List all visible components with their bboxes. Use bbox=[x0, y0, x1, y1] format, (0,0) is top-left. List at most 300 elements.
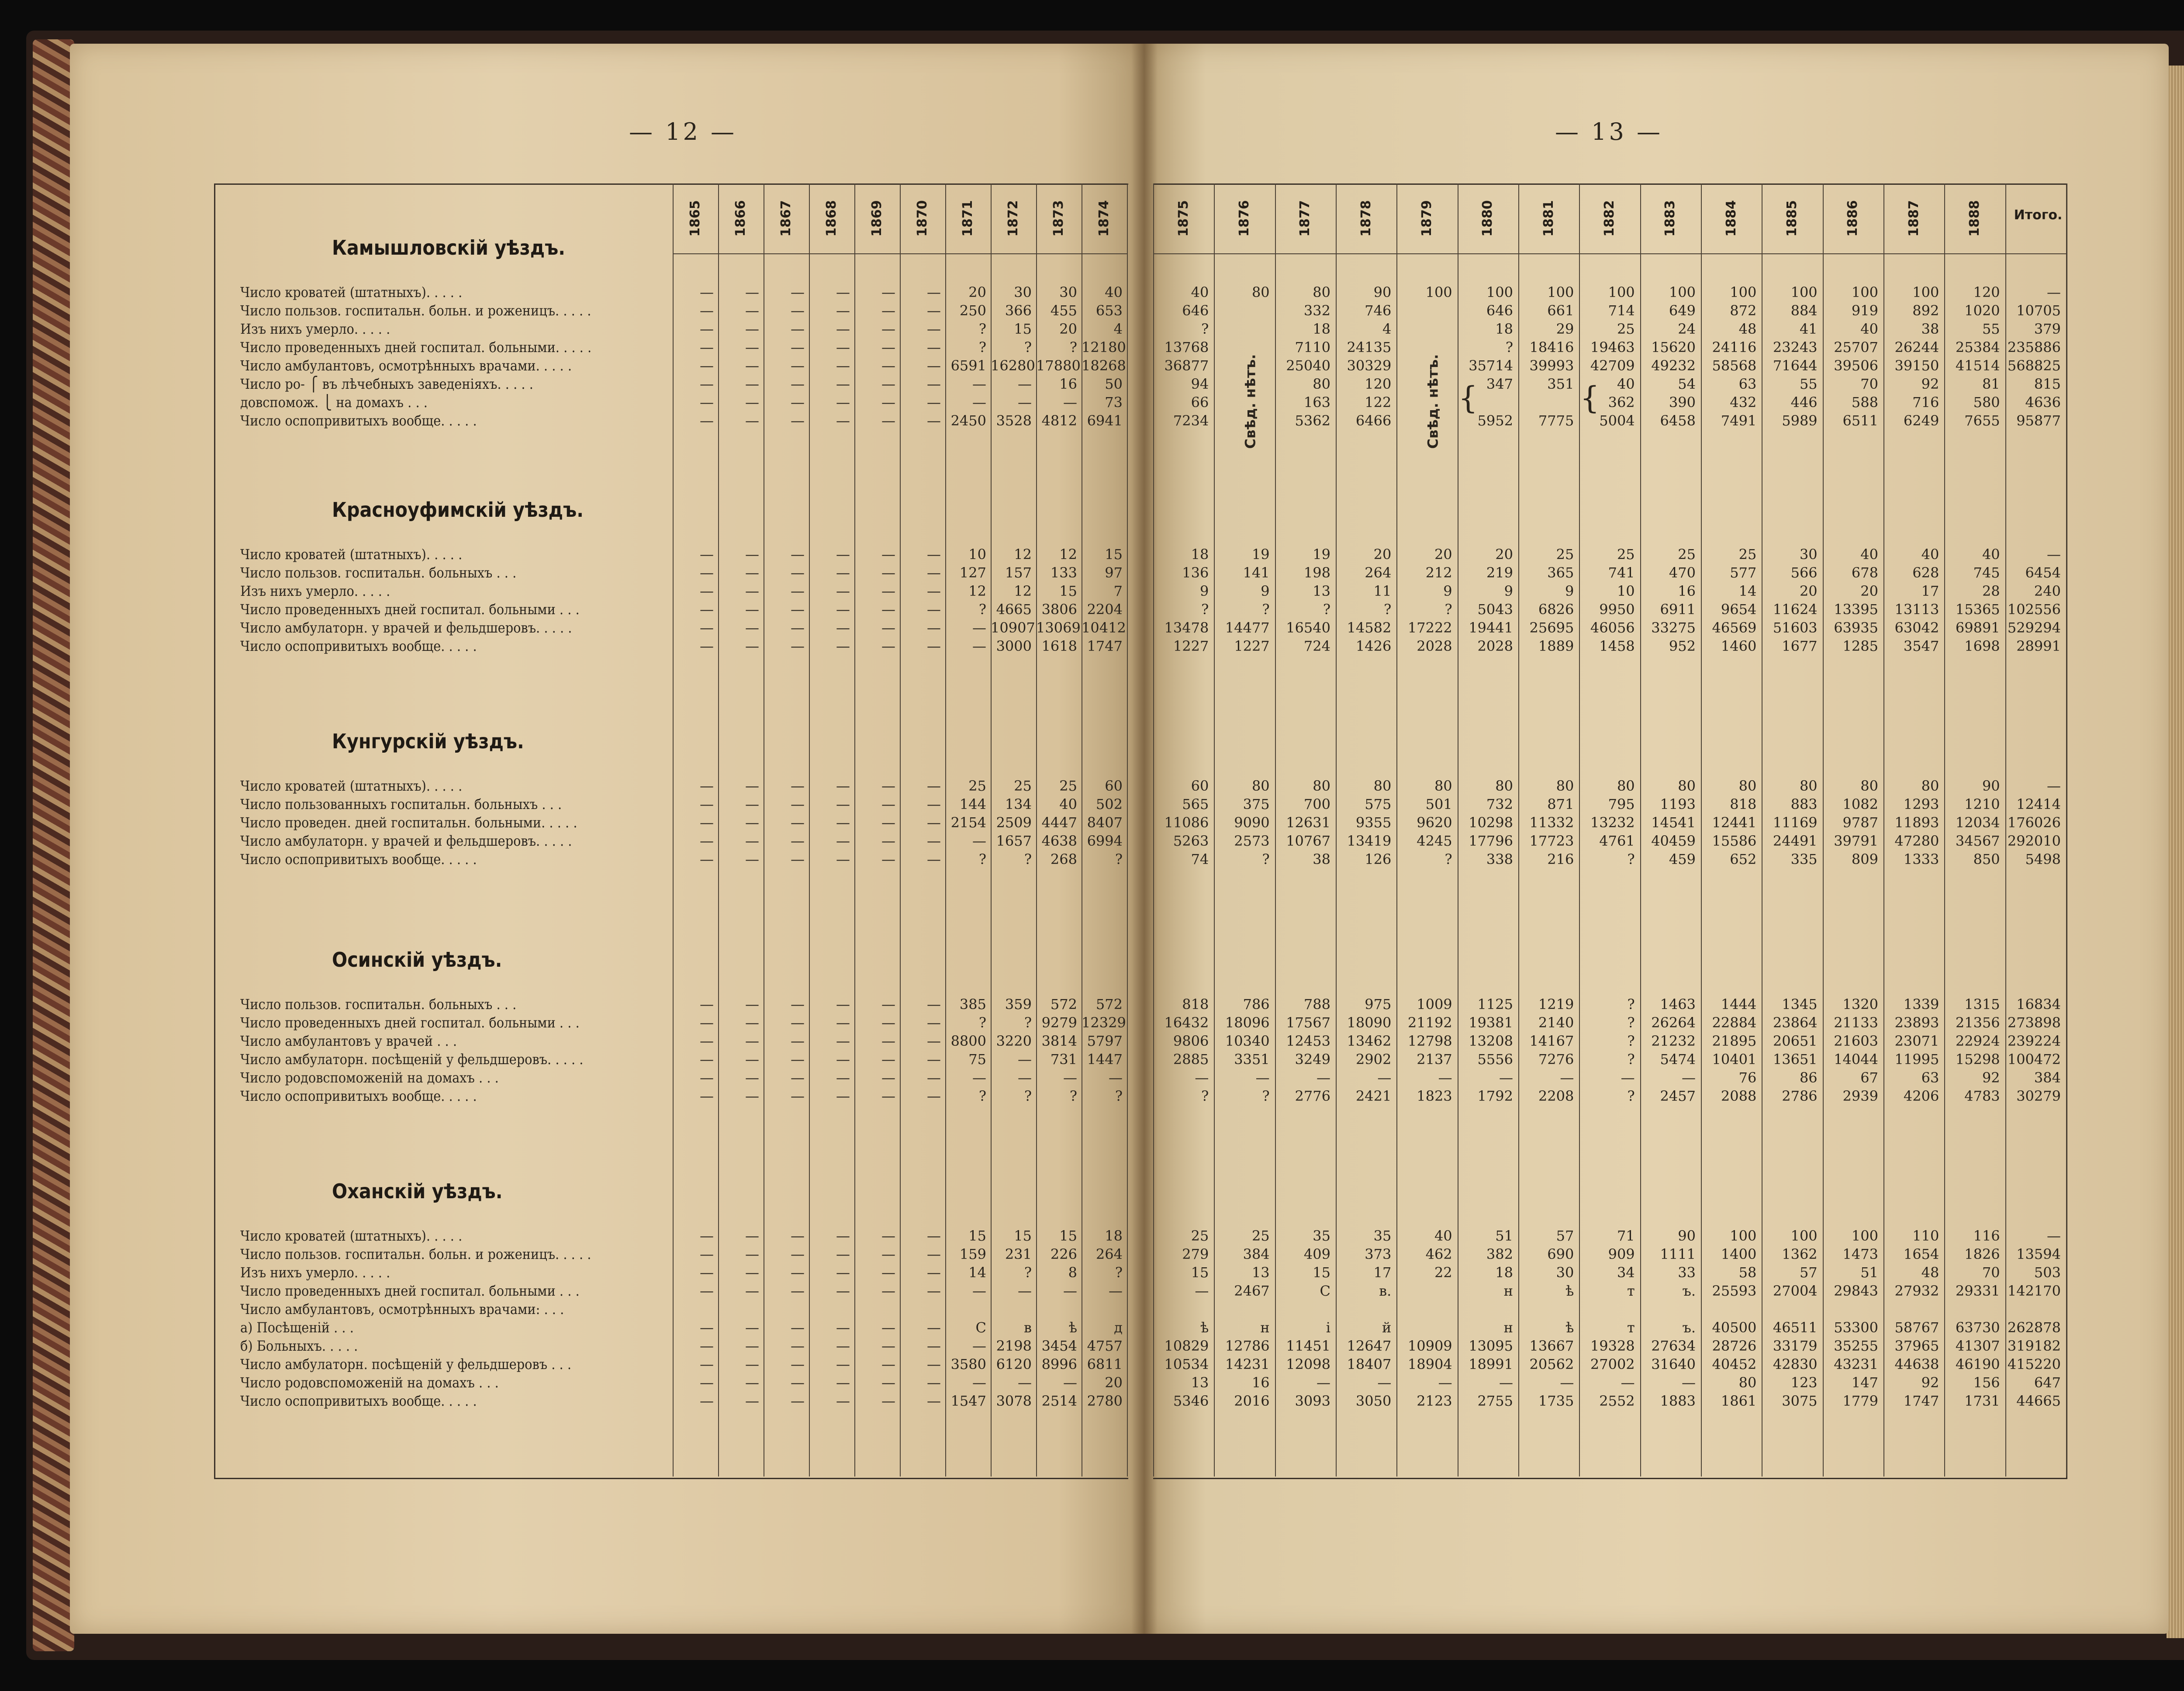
table-cell: 1889 bbox=[1538, 638, 1574, 654]
table-cell: — bbox=[745, 619, 759, 636]
row-label: Число проведенныхъ дней госпитал. больными . . . bbox=[240, 1283, 580, 1299]
table-cell: — bbox=[700, 339, 714, 356]
table-cell: — bbox=[927, 284, 941, 301]
table-cell: ? bbox=[978, 1088, 986, 1104]
table-cell: — bbox=[700, 302, 714, 319]
table-cell: 1285 bbox=[1842, 638, 1878, 654]
table-cell: 28726 bbox=[1712, 1338, 1757, 1354]
table-cell: 1082 bbox=[1842, 796, 1878, 813]
table-cell: 1698 bbox=[1964, 638, 2000, 654]
table-cell: — bbox=[1499, 1069, 1513, 1086]
table-cell: 14044 bbox=[1834, 1051, 1878, 1068]
table-cell: 63935 bbox=[1834, 619, 1878, 636]
table-cell: 1447 bbox=[1087, 1051, 1123, 1068]
no-data-note: Свѣд. нѣтъ. bbox=[1242, 354, 1259, 449]
table-cell: — bbox=[881, 546, 895, 563]
table-cell: ? bbox=[1627, 851, 1635, 868]
table-cell: 5474 bbox=[1660, 1051, 1696, 1068]
table-cell: 10401 bbox=[1712, 1051, 1757, 1068]
table-cell: ъ. bbox=[1682, 1319, 1696, 1336]
table-cell: — bbox=[972, 1338, 986, 1354]
table-cell: — bbox=[927, 1338, 941, 1354]
table-cell: 122 bbox=[1365, 394, 1392, 411]
table-cell: 3000 bbox=[996, 638, 1032, 654]
table-cell: — bbox=[700, 321, 714, 337]
table-cell: 366 bbox=[1005, 302, 1032, 319]
table-cell: — bbox=[791, 1264, 805, 1281]
table-cell: — bbox=[791, 357, 805, 374]
table-cell: — bbox=[745, 284, 759, 301]
table-cell: — bbox=[927, 1319, 941, 1336]
table-cell: 628 bbox=[1912, 564, 1939, 581]
table-cell: — bbox=[927, 357, 941, 374]
table-cell: 10534 bbox=[1164, 1356, 1209, 1373]
table-cell: — bbox=[745, 851, 759, 868]
row-label: Число родовспоможеній на домахъ . . . bbox=[240, 1069, 499, 1086]
table-cell: 4245 bbox=[1417, 833, 1452, 849]
table-cell: 53300 bbox=[1834, 1319, 1878, 1336]
table-cell: 1315 bbox=[1964, 996, 2000, 1013]
table-cell: 15 bbox=[1313, 1264, 1330, 1281]
table-cell: 818 bbox=[1730, 796, 1757, 813]
table-cell: 580 bbox=[1973, 394, 2000, 411]
table-cell: 16540 bbox=[1286, 619, 1330, 636]
table-cell: — bbox=[836, 601, 850, 618]
table-cell: 15586 bbox=[1712, 833, 1757, 849]
row-label: Число проведенныхъ дней госпитал. больными. . . . . bbox=[240, 339, 592, 356]
section-title: Оханскій уѣздъ. bbox=[332, 1179, 503, 1203]
table-cell: 18096 bbox=[1225, 1014, 1270, 1031]
table-cell: 21895 bbox=[1712, 1033, 1757, 1049]
table-cell: 94 bbox=[1191, 376, 1209, 392]
row-label: довспомож. ⎩ на домахъ . . . bbox=[240, 394, 428, 411]
row-label: Число амбулантовъ у врачей . . . bbox=[240, 1033, 457, 1049]
table-cell: 7655 bbox=[1964, 412, 2000, 429]
table-cell: 16280 bbox=[991, 357, 1035, 374]
table-cell: 50 bbox=[1105, 376, 1123, 392]
table-cell: — bbox=[791, 546, 805, 563]
table-cell: 565 bbox=[1182, 796, 1209, 813]
table-cell: — bbox=[745, 1246, 759, 1262]
table-cell: 12453 bbox=[1286, 1033, 1330, 1049]
table-cell: 33275 bbox=[1651, 619, 1696, 636]
table-cell: 700 bbox=[1303, 796, 1330, 813]
table-cell: 40 bbox=[1105, 284, 1123, 301]
table-cell: — bbox=[1195, 1283, 1209, 1299]
table-cell: 35 bbox=[1313, 1228, 1330, 1244]
row-label: а) Посѣщеній . . . bbox=[240, 1319, 354, 1336]
table-cell: — bbox=[791, 1246, 805, 1262]
table-cell: 10 bbox=[1617, 583, 1635, 599]
table-cell: — bbox=[836, 833, 850, 849]
table-cell: 12180 bbox=[1082, 339, 1126, 356]
table-cell: 568825 bbox=[2007, 357, 2061, 374]
table-cell: 883 bbox=[1790, 796, 1818, 813]
table-cell: 15 bbox=[1014, 321, 1032, 337]
table-cell: 20 bbox=[1373, 546, 1392, 563]
table-cell: 716 bbox=[1912, 394, 1939, 411]
table-cell: 100 bbox=[1608, 284, 1635, 301]
table-cell: — bbox=[745, 1051, 759, 1068]
table-cell: — bbox=[1560, 1069, 1574, 1086]
table-cell: 51603 bbox=[1773, 619, 1818, 636]
table-cell: 80 bbox=[1860, 778, 1878, 794]
table-cell: — bbox=[791, 796, 805, 813]
table-cell: 25 bbox=[1191, 1228, 1209, 1244]
table-cell: 2088 bbox=[1721, 1088, 1757, 1104]
table-cell: 19 bbox=[1251, 546, 1270, 563]
table-cell: 1111 bbox=[1660, 1246, 1696, 1262]
table-cell: 11 bbox=[1373, 583, 1392, 599]
table-cell: — bbox=[1438, 1374, 1452, 1391]
section-title: Кунгурскій уѣздъ. bbox=[332, 730, 524, 753]
table-cell: 10907 bbox=[991, 619, 1035, 636]
year-header: 1878 bbox=[1358, 200, 1374, 237]
table-cell: 1826 bbox=[1964, 1246, 2000, 1262]
table-cell: 63 bbox=[1921, 1069, 1939, 1086]
table-cell: — bbox=[927, 1264, 941, 1281]
table-cell: 2755 bbox=[1477, 1393, 1513, 1409]
table-cell: 40 bbox=[1921, 546, 1939, 563]
table-cell: — bbox=[700, 1069, 714, 1086]
table-cell: 11624 bbox=[1773, 601, 1818, 618]
table-cell: 6994 bbox=[1087, 833, 1123, 849]
table-cell: 2137 bbox=[1417, 1051, 1452, 1068]
table-cell: — bbox=[700, 851, 714, 868]
table-cell: 1193 bbox=[1660, 796, 1696, 813]
table-cell: 48 bbox=[1738, 321, 1757, 337]
table-cell: 110 bbox=[1912, 1228, 1939, 1244]
table-cell: 446 bbox=[1790, 394, 1818, 411]
table-cell: — bbox=[1018, 1283, 1032, 1299]
table-cell: 42709 bbox=[1590, 357, 1635, 374]
table-cell: 384 bbox=[1243, 1246, 1270, 1262]
row-label: Число проведен. дней госпитальн. больными. . . . . bbox=[240, 814, 577, 831]
table-cell: — bbox=[972, 1283, 986, 1299]
table-cell: 22 bbox=[1434, 1264, 1452, 1281]
table-cell: — bbox=[927, 1374, 941, 1391]
table-cell: 646 bbox=[1182, 302, 1209, 319]
table-cell: 1547 bbox=[950, 1393, 986, 1409]
table-cell: — bbox=[700, 1264, 714, 1281]
row-label: Число амбулаторн. посѣщеній у фельдшеровъ . . . bbox=[240, 1356, 571, 1373]
table-cell: 12631 bbox=[1286, 814, 1330, 831]
table-cell: 5346 bbox=[1173, 1393, 1209, 1409]
table-cell: — bbox=[881, 619, 895, 636]
table-cell: ѣ bbox=[1565, 1283, 1574, 1299]
table-cell: 1444 bbox=[1721, 996, 1757, 1013]
table-cell: ? bbox=[1262, 601, 1270, 618]
row-label: Число амбулаторн. у врачей и фельдшеровъ. . . . . bbox=[240, 619, 572, 636]
table-cell: 14 bbox=[968, 1264, 986, 1281]
row-label: Число родовспоможеній на домахъ . . . bbox=[240, 1374, 499, 1391]
table-cell: — bbox=[927, 1356, 941, 1373]
table-cell: 28 bbox=[1982, 583, 2000, 599]
table-cell: ? bbox=[1627, 1033, 1635, 1049]
row-label: Число амбулантовъ, осмотрѣнныхъ врачами: . . . bbox=[240, 1301, 564, 1318]
year-header: 1884 bbox=[1723, 200, 1739, 237]
table-cell: 264 bbox=[1095, 1246, 1123, 1262]
table-cell: 12329 bbox=[1082, 1014, 1126, 1031]
table-cell: — bbox=[700, 1319, 714, 1336]
table-cell: 1861 bbox=[1721, 1393, 1757, 1409]
table-cell: — bbox=[745, 357, 759, 374]
table-cell: 292010 bbox=[2007, 833, 2061, 849]
table-cell: ? bbox=[1024, 851, 1032, 868]
table-cell: 38 bbox=[1313, 851, 1330, 868]
table-cell: 262878 bbox=[2007, 1319, 2061, 1336]
table-cell: 27932 bbox=[1894, 1283, 1939, 1299]
table-cell: 80 bbox=[1251, 284, 1270, 301]
row-label: Число амбулаторн. у врачей и фельдшеровъ. . . . . bbox=[240, 833, 572, 849]
table-cell: — bbox=[836, 339, 850, 356]
table-cell: 46190 bbox=[1955, 1356, 2000, 1373]
table-cell: 652 bbox=[1730, 851, 1757, 868]
table-cell: 6249 bbox=[1903, 412, 1939, 429]
table-cell: — bbox=[745, 814, 759, 831]
table-cell: 27634 bbox=[1651, 1338, 1696, 1354]
table-cell: 1747 bbox=[1087, 638, 1123, 654]
table-cell: — bbox=[881, 1014, 895, 1031]
table-cell: 235886 bbox=[2007, 339, 2061, 356]
table-cell: — bbox=[836, 284, 850, 301]
table-cell: 795 bbox=[1608, 796, 1635, 813]
table-cell: 3547 bbox=[1903, 638, 1939, 654]
table-cell: — bbox=[791, 1014, 805, 1031]
table-cell: 19381 bbox=[1469, 1014, 1513, 1031]
table-cell: 36877 bbox=[1164, 357, 1209, 374]
table-cell: ? bbox=[1627, 1051, 1635, 1068]
table-cell: 25 bbox=[1617, 546, 1635, 563]
table-cell: 58 bbox=[1738, 1264, 1757, 1281]
table-cell: — bbox=[1316, 1374, 1330, 1391]
table-cell: 44638 bbox=[1894, 1356, 1939, 1373]
table-cell: — bbox=[791, 851, 805, 868]
table-cell: 100 bbox=[1851, 284, 1878, 301]
table-cell: — bbox=[745, 339, 759, 356]
table-cell: — bbox=[836, 412, 850, 429]
table-cell: 3528 bbox=[996, 412, 1032, 429]
page-number-right: — 13 — bbox=[1555, 118, 1663, 145]
table-cell: 15365 bbox=[1955, 601, 2000, 618]
table-cell: 159 bbox=[959, 1246, 986, 1262]
table-cell: 6911 bbox=[1660, 601, 1696, 618]
table-cell: 12647 bbox=[1347, 1338, 1392, 1354]
table-cell: 17723 bbox=[1529, 833, 1574, 849]
table-cell: — bbox=[881, 778, 895, 794]
table-cell: 4 bbox=[1113, 321, 1123, 337]
table-cell: 373 bbox=[1365, 1246, 1392, 1262]
table-cell: 20 bbox=[1059, 321, 1077, 337]
table-cell: 17567 bbox=[1286, 1014, 1330, 1031]
row-label: Изъ нихъ умерло. . . . . bbox=[240, 583, 390, 599]
row-label: Число кроватей (штатныхъ). . . . . bbox=[240, 1228, 463, 1244]
year-header: 1887 bbox=[1906, 200, 1921, 237]
table-cell: — bbox=[700, 996, 714, 1013]
table-cell: 8407 bbox=[1087, 814, 1123, 831]
table-cell: — bbox=[1316, 1069, 1330, 1086]
table-cell: ? bbox=[1627, 1014, 1635, 1031]
table-cell: 25 bbox=[1678, 546, 1696, 563]
table-cell: — bbox=[881, 357, 895, 374]
table-cell: ѣ bbox=[1200, 1319, 1209, 1336]
table-cell: 13667 bbox=[1529, 1338, 1574, 1354]
table-cell: — bbox=[791, 814, 805, 831]
table-cell: 54 bbox=[1678, 376, 1696, 392]
table-cell: 24135 bbox=[1347, 339, 1392, 356]
table-cell: — bbox=[700, 796, 714, 813]
year-header: 1885 bbox=[1784, 200, 1800, 237]
table-cell: — bbox=[881, 1374, 895, 1391]
table-cell: — bbox=[700, 833, 714, 849]
table-cell: — bbox=[927, 796, 941, 813]
marbled-edge-left bbox=[33, 39, 74, 1651]
table-cell: 1345 bbox=[1782, 996, 1818, 1013]
table-cell: 390 bbox=[1669, 394, 1696, 411]
row-label: Число амбулантовъ, осмотрѣнныхъ врачами. . . . . bbox=[240, 357, 572, 374]
table-cell: 120 bbox=[1973, 284, 2000, 301]
table-cell: 577 bbox=[1730, 564, 1757, 581]
table-cell: — bbox=[745, 1264, 759, 1281]
year-header: 1872 bbox=[1006, 200, 1021, 237]
table-cell: 86 bbox=[1799, 1069, 1818, 1086]
table-cell: — bbox=[791, 339, 805, 356]
table-cell: 647 bbox=[2034, 1374, 2061, 1391]
table-cell: 102556 bbox=[2007, 601, 2061, 618]
table-cell: 1400 bbox=[1721, 1246, 1757, 1262]
table-cell: 24 bbox=[1678, 321, 1696, 337]
table-cell: — bbox=[700, 1356, 714, 1373]
row-label: Число оспопривитыхъ вообще. . . . . bbox=[240, 1088, 477, 1104]
table-cell: 731 bbox=[1050, 1051, 1077, 1068]
table-cell: 5043 bbox=[1477, 601, 1513, 618]
table-cell: 502 bbox=[1095, 796, 1123, 813]
table-cell: 892 bbox=[1912, 302, 1939, 319]
brace-glyph: { bbox=[1580, 380, 1600, 416]
table-cell: 35 bbox=[1373, 1228, 1392, 1244]
table-cell: — bbox=[791, 1393, 805, 1409]
row-label: Число оспопривитыхъ вообще. . . . . bbox=[240, 851, 477, 868]
table-cell: 3249 bbox=[1295, 1051, 1330, 1068]
table-cell: 29331 bbox=[1955, 1283, 2000, 1299]
table-cell: 11332 bbox=[1529, 814, 1574, 831]
year-header: 1882 bbox=[1602, 200, 1617, 237]
table-cell: 30 bbox=[1799, 546, 1818, 563]
table-cell: 12414 bbox=[2016, 796, 2061, 813]
table-cell: 10412 bbox=[1082, 619, 1126, 636]
table-cell: — bbox=[881, 1264, 895, 1281]
year-header: 1874 bbox=[1096, 200, 1112, 237]
table-cell: 40 bbox=[1860, 546, 1878, 563]
table-cell: 909 bbox=[1608, 1246, 1635, 1262]
table-cell: 1426 bbox=[1355, 638, 1392, 654]
table-cell: — bbox=[700, 778, 714, 794]
table-cell: 41 bbox=[1799, 321, 1818, 337]
table-cell: 1463 bbox=[1660, 996, 1696, 1013]
table-cell: 6458 bbox=[1660, 412, 1696, 429]
table-cell: 126 bbox=[1365, 851, 1392, 868]
table-cell: 566 bbox=[1790, 564, 1818, 581]
table-cell: — bbox=[791, 1051, 805, 1068]
table-cell: — bbox=[927, 412, 941, 429]
table-cell: 12 bbox=[1014, 583, 1032, 599]
table-cell: 872 bbox=[1730, 302, 1757, 319]
table-cell: ? bbox=[1384, 601, 1392, 618]
table-cell: — bbox=[836, 1069, 850, 1086]
table-cell: 49232 bbox=[1651, 357, 1696, 374]
year-header: 1883 bbox=[1662, 200, 1678, 237]
table-cell: 10767 bbox=[1286, 833, 1330, 849]
table-cell: — bbox=[927, 638, 941, 654]
table-cell: 8996 bbox=[1041, 1356, 1077, 1373]
year-header: 1865 bbox=[688, 200, 703, 237]
table-cell: — bbox=[927, 394, 941, 411]
table-cell: ? bbox=[1024, 339, 1032, 356]
table-cell: — bbox=[2046, 284, 2061, 301]
table-cell: 5004 bbox=[1599, 412, 1635, 429]
table-cell: 17796 bbox=[1469, 833, 1513, 849]
table-cell: 219 bbox=[1486, 564, 1513, 581]
table-cell: 4812 bbox=[1041, 412, 1077, 429]
table-cell: ? bbox=[1024, 1088, 1032, 1104]
table-cell: 332 bbox=[1303, 302, 1330, 319]
table-cell: 2467 bbox=[1234, 1283, 1270, 1299]
table-cell: 25 bbox=[1617, 321, 1635, 337]
table-cell: 80 bbox=[1313, 376, 1330, 392]
table-cell: — bbox=[836, 1374, 850, 1391]
table-cell: 20 bbox=[1105, 1374, 1123, 1391]
year-header: 1866 bbox=[733, 200, 748, 237]
table-cell: ? bbox=[1201, 601, 1209, 618]
table-cell: 273898 bbox=[2007, 1014, 2061, 1031]
table-cell: 100 bbox=[1790, 1228, 1818, 1244]
table-cell: 9 bbox=[1199, 583, 1209, 599]
table-cell: 80 bbox=[1921, 778, 1939, 794]
table-cell: 37965 bbox=[1894, 1338, 1939, 1354]
table-cell: — bbox=[881, 1069, 895, 1086]
table-cell: 2457 bbox=[1660, 1088, 1696, 1104]
table-cell: ъ. bbox=[1682, 1283, 1696, 1299]
table-cell: 44665 bbox=[2016, 1393, 2061, 1409]
table-cell: — bbox=[700, 1338, 714, 1354]
table-cell: 38 bbox=[1921, 321, 1939, 337]
table-cell: 365 bbox=[1547, 564, 1574, 581]
section-title: Красноуфимскій уѣздъ. bbox=[332, 498, 584, 522]
table-cell: 338 bbox=[1486, 851, 1513, 868]
table-cell: — bbox=[791, 1283, 805, 1299]
table-cell: ? bbox=[1505, 339, 1513, 356]
table-cell: 11169 bbox=[1773, 814, 1818, 831]
table-cell: 815 bbox=[2034, 376, 2061, 392]
table-cell: — bbox=[791, 302, 805, 319]
table-cell: 76 bbox=[1738, 1069, 1757, 1086]
table-cell: 92 bbox=[1921, 1374, 1939, 1391]
table-cell: 7276 bbox=[1538, 1051, 1574, 1068]
table-cell: 120 bbox=[1365, 376, 1392, 392]
table-cell: 9787 bbox=[1842, 814, 1878, 831]
table-cell: — bbox=[1438, 1069, 1452, 1086]
table-cell: — bbox=[745, 412, 759, 429]
no-data-note: Свѣд. нѣтъ. bbox=[1424, 354, 1441, 449]
table-cell: — bbox=[927, 778, 941, 794]
table-cell: 850 bbox=[1973, 851, 2000, 868]
table-cell: 3454 bbox=[1041, 1338, 1077, 1354]
table-cell: 359 bbox=[1005, 996, 1032, 1013]
table-cell: — bbox=[2046, 778, 2061, 794]
table-cell: — bbox=[700, 1088, 714, 1104]
table-cell: 5362 bbox=[1295, 412, 1330, 429]
table-cell: 67 bbox=[1860, 1069, 1878, 1086]
